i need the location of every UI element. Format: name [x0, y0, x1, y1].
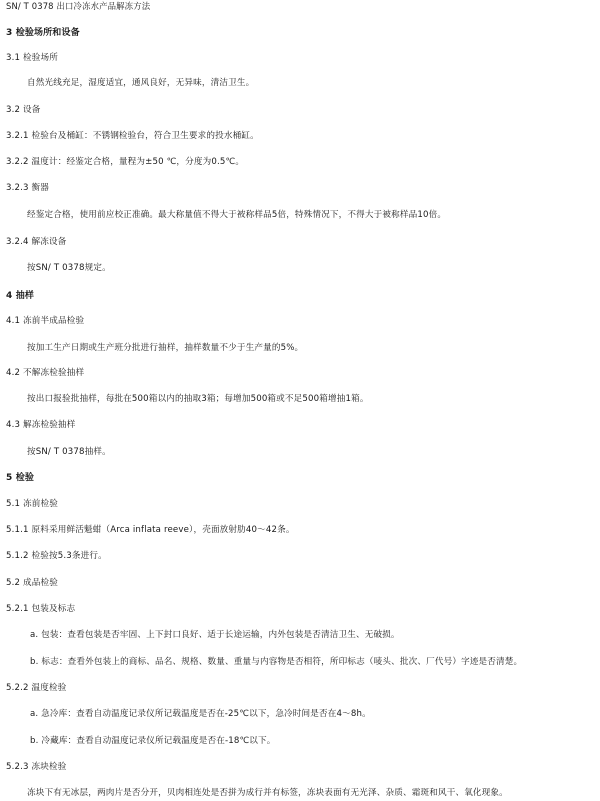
section-heading-3: 3 检验场所和设备 — [6, 28, 80, 38]
paragraph: 按SN/ T 0378规定。 — [27, 263, 111, 273]
running-header: SN/ T 0378 出口冷冻水产品解冻方法 — [6, 1, 151, 11]
section-heading-5: 5 检验 — [6, 473, 34, 483]
paragraph: 冻块下有无冰层，两肉片是否分开，贝肉相连处是否拼为成行并有标签，冻块表面有无光泽、杂质、霜斑和风干、氧化现象。 — [27, 788, 508, 798]
subsection-heading: 3.1 检验场所 — [6, 53, 58, 63]
list-item: b. 标志：查看外包装上的商标、品名、规格、数量、重量与内容物是否相符，所印标志（唛头、批次、厂代号）字迹是否清楚。 — [30, 657, 523, 667]
clause: 5.1.1 原料采用鲜活魁蚶（Arca inflata reeve），壳面放射肋40～42条。 — [6, 525, 295, 535]
list-item: a. 包装：查看包装是否牢固、上下封口良好、适于长途运输，内外包装是否清洁卫生、无破损。 — [30, 630, 400, 640]
clause: 3.2.1 检验台及桶缸：不锈钢检验台，符合卫生要求的投水桶缸。 — [6, 131, 259, 141]
paragraph: 按SN/ T 0378抽样。 — [27, 447, 111, 457]
subsection-heading: 3.2 设备 — [6, 105, 41, 115]
subsection-heading: 5.1 冻前检验 — [6, 499, 58, 509]
clause-heading: 3.2.4 解冻设备 — [6, 237, 67, 247]
paragraph: 按出口报验批抽样，每批在500箱以内的抽取3箱；每增加500箱或不足500箱增抽1箱。 — [27, 394, 369, 404]
subsection-heading: 4.2 不解冻检验抽样 — [6, 368, 85, 378]
subsection-heading: 4.3 解冻检验抽样 — [6, 420, 76, 430]
subsection-heading: 5.2 成品检验 — [6, 578, 58, 588]
clause-heading: 5.2.3 冻块检验 — [6, 762, 67, 772]
clause-heading: 5.2.2 温度检验 — [6, 683, 67, 693]
clause: 5.1.2 检验按5.3条进行。 — [6, 551, 107, 561]
clause: 3.2.2 温度计：经鉴定合格，量程为±50 ℃，分度为0.5℃。 — [6, 157, 245, 167]
paragraph: 经鉴定合格，使用前应校正准确。最大称量值不得大于被称样品5倍，特殊情况下，不得大于被称样品10倍。 — [27, 210, 447, 220]
paragraph: 自然光线充足，湿度适宜，通风良好，无异味，清洁卫生。 — [27, 78, 255, 88]
clause-heading: 3.2.3 衡器 — [6, 183, 49, 193]
section-heading-4: 4 抽样 — [6, 291, 34, 301]
paragraph: 按加工生产日期或生产班分批进行抽样，抽样数量不少于生产量的5%。 — [27, 343, 304, 353]
subsection-heading: 4.1 冻前半成品检验 — [6, 316, 85, 326]
list-item: b. 冷藏库：查看自动温度记录仪所记载温度是否在-18℃以下。 — [30, 736, 276, 746]
list-item: a. 急冷库：查看自动温度记录仪所记载温度是否在-25℃以下，急冷时间是否在4～8h。 — [30, 709, 371, 719]
clause-heading: 5.2.1 包装及标志 — [6, 604, 76, 614]
